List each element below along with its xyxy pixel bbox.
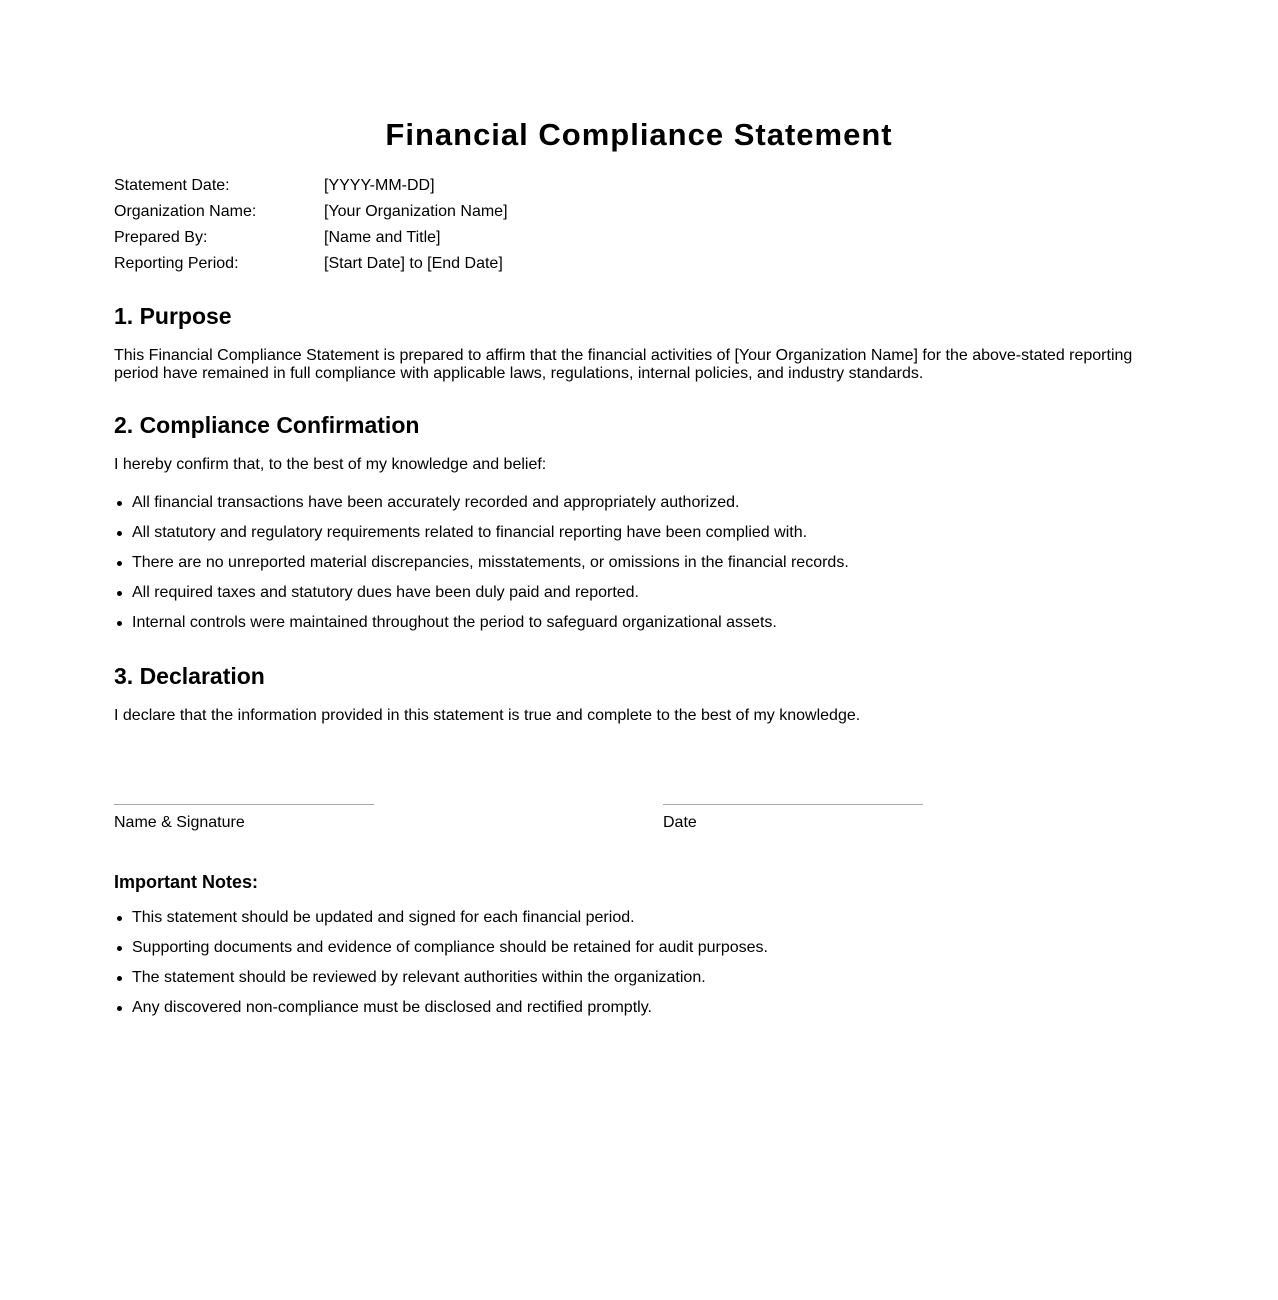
list-item [114,998,1164,1028]
purpose-text: This Financial Compliance Statement is prepared to affirm that the financial activities of [Your Organization Name] for the above-stated reporting period have remained in full compliance with applicable laws, regulations, internal policies, and industry standards. [114,347,1133,382]
date-line [663,804,923,805]
bullet-icon [117,976,122,981]
bullet-icon [117,916,122,921]
bullet-icon [117,501,122,506]
list-item-text: Supporting documents and evidence of compliance should be retained for audit purposes. [132,939,768,956]
compliance-confirmation-list [114,493,1164,643]
list-item-text: All statutory and regulatory requirements related to financial reporting have been complied with. [132,524,808,541]
compliance-confirmation-section [114,410,1164,643]
purpose-heading: 1. Purpose [114,303,232,329]
declaration-section [114,661,1164,725]
meta-label: Prepared By: [114,229,208,246]
meta-value: [YYYY-MM-DD] [324,177,435,194]
list-item-text: There are no unreported material discrepancies, misstatements, or omissions in the financial records. [132,554,849,571]
compliance-confirmation-heading: 2. Compliance Confirmation [114,412,420,438]
meta-row-prepared-by [114,227,508,253]
list-item [114,908,1164,938]
meta-value: [Name and Title] [324,229,441,246]
meta-value: [Your Organization Name] [324,203,508,220]
list-item [114,523,1164,553]
list-item-text: The statement should be reviewed by relevant authorities within the organization. [132,969,706,986]
declaration-heading: 3. Declaration [114,663,265,689]
list-item-text: All financial transactions have been accurately recorded and appropriately authorized. [132,494,740,511]
list-item [114,938,1164,968]
bullet-icon [117,621,122,626]
meta-row-statement-date [114,175,508,201]
meta-value: [Start Date] to [End Date] [324,255,503,272]
meta-row-organization-name [114,201,508,227]
list-item-text: Internal controls were maintained throughout the period to safeguard organizational assets. [132,614,777,631]
important-notes-section [114,871,1164,1028]
meta-row-reporting-period [114,253,508,279]
list-item [114,493,1164,523]
important-notes-list [114,908,1164,1028]
signature-line [114,804,374,805]
list-item-text: All required taxes and statutory dues have been duly paid and reported. [132,584,639,601]
date-label: Date [663,814,697,831]
bullet-icon [117,591,122,596]
list-item [114,968,1164,998]
name-signature-label: Name & Signature [114,814,245,831]
list-item [114,553,1164,583]
list-item-text: Any discovered non-compliance must be disclosed and rectified promptly. [132,999,652,1016]
bullet-icon [117,946,122,951]
list-item-text: This statement should be updated and signed for each financial period. [132,909,635,926]
meta-label: Reporting Period: [114,255,239,272]
bullet-icon [117,1006,122,1011]
meta-label: Organization Name: [114,203,257,220]
important-notes-heading: Important Notes: [114,872,258,892]
date-signature-block [663,804,923,832]
name-signature-block [114,804,374,832]
purpose-section [114,301,1164,383]
list-item [114,613,1164,643]
bullet-icon [117,531,122,536]
document-title: Financial Compliance Statement [385,117,893,152]
statement-details [114,175,508,279]
bullet-icon [117,561,122,566]
list-item [114,583,1164,613]
compliance-confirmation-intro: I hereby confirm that, to the best of my knowledge and belief: [114,456,547,473]
meta-label: Statement Date: [114,177,230,194]
declaration-text: I declare that the information provided in this statement is true and complete to the best of my knowledge. [114,707,861,724]
